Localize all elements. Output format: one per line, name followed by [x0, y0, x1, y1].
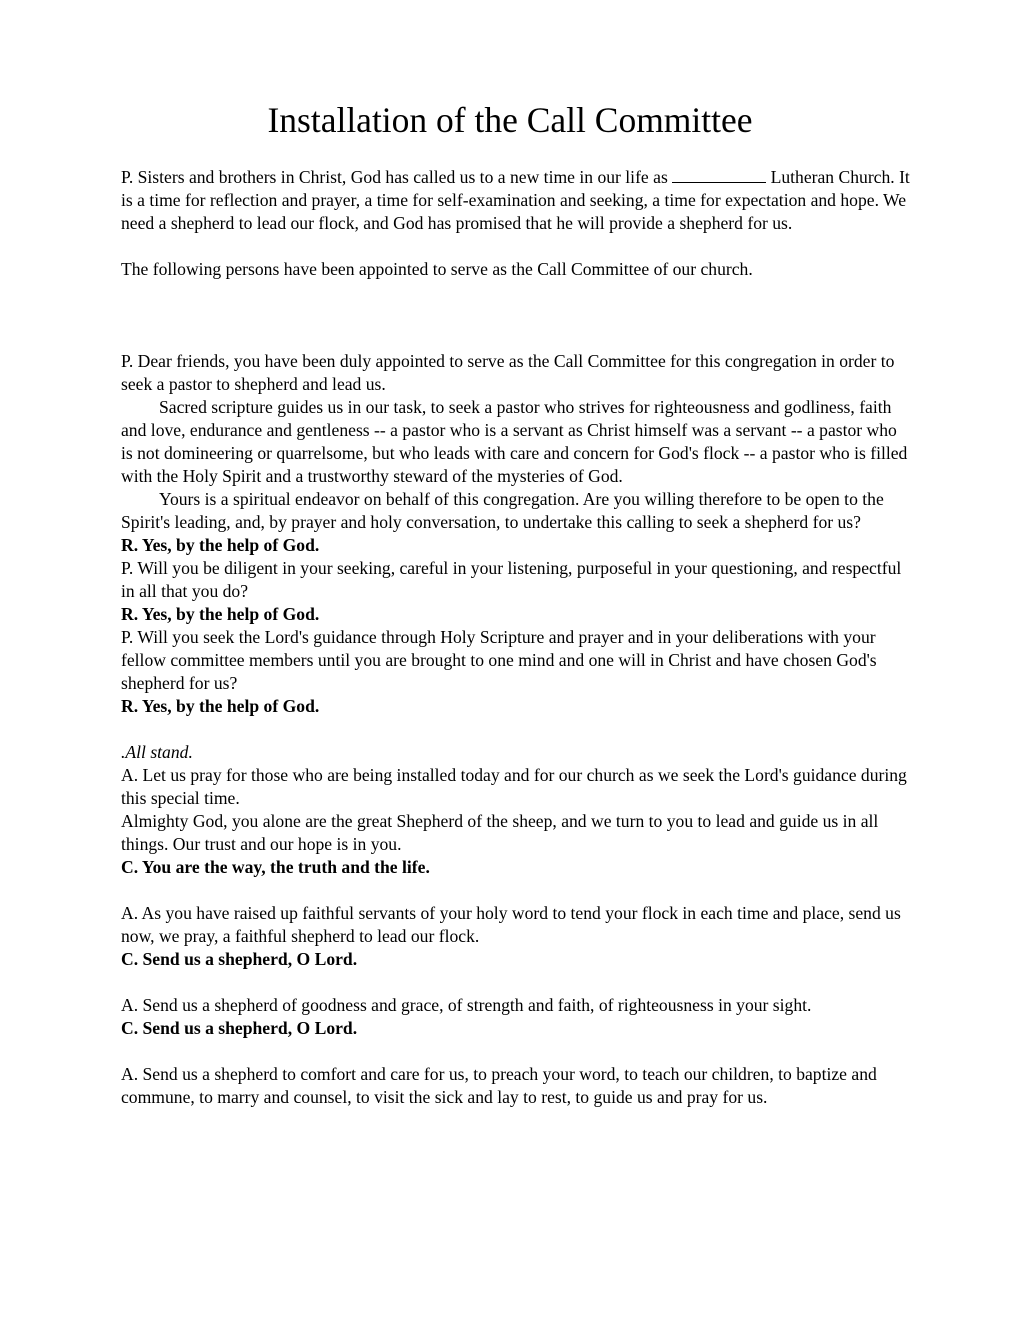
intro-text-start: P. Sisters and brothers in Christ, God has called us to a new time in our life as — [121, 167, 673, 187]
spacer — [121, 879, 911, 902]
charge-question-1: Yours is a spiritual endeavor on behalf of this congregation. Are you willing therefore to be open to the Spirit's leading, and, by prayer and holy conversation, to undertake this calling to seek a shepherd for us? — [121, 489, 884, 532]
document-body — [121, 166, 911, 1109]
charge-question-2: P. Will you be diligent in your seeking, careful in your listening, purposeful in your questioning, and respectful in all that you do? — [121, 558, 902, 601]
charge-scripture: Sacred scripture guides us in our task, to seek a pastor who strives for righteousness and godliness, faith and love, endurance and gentleness -- a pastor who is a servant as Christ himself was a servant -- a pastor who is not domineering or quarrelsome, but who leads with care and concern for God's flock -- a pastor who is filled with the Holy Spirit and a trustworthy steward of the mysteries of God. — [121, 397, 908, 486]
rubric-all-stand: .All stand. — [121, 742, 193, 762]
petition-2: A. Send us a shepherd of goodness and grace, of strength and faith, of righteousness in your sight. — [121, 995, 812, 1015]
prayer-intro: A. Let us pray for those who are being installed today and for our church as we seek the Lord's guidance during this special time. — [121, 765, 907, 808]
spacer — [121, 971, 911, 994]
charge-opening: P. Dear friends, you have been duly appointed to serve as the Call Committee for this congregation in order to seek a pastor to shepherd and lead us. — [121, 351, 895, 394]
intro-paragraph — [121, 166, 911, 235]
spacer — [121, 718, 911, 741]
congregation-name-blank — [672, 166, 766, 183]
appointment-statement: The following persons have been appointed to serve as the Call Committee of our church. — [121, 259, 753, 279]
congregation-response-1: C. You are the way, the truth and the life. — [121, 857, 430, 877]
response-3: R. Yes, by the help of God. — [121, 696, 320, 716]
spacer — [121, 235, 911, 258]
congregation-response-3: C. Send us a shepherd, O Lord. — [121, 1018, 358, 1038]
names-space — [121, 281, 911, 350]
document-page — [121, 0, 911, 1109]
petition-3: A. Send us a shepherd to comfort and care for us, to preach your word, to teach our children, to baptize and commune, to marry and counsel, to visit the sick and lay to rest, to guide us and pray for us. — [121, 1064, 877, 1107]
response-1: R. Yes, by the help of God. — [121, 535, 320, 555]
charge-question-3: P. Will you seek the Lord's guidance through Holy Scripture and prayer and in your deliberations with your fellow committee members until you are brought to one mind and one will in Christ and have chosen God's shepherd for us? — [121, 627, 877, 693]
petition-1: A. As you have raised up faithful servants of your holy word to tend your flock in each time and place, send us now, we pray, a faithful shepherd to lead our flock. — [121, 903, 901, 946]
response-2: R. Yes, by the help of God. — [121, 604, 320, 624]
prayer-invocation: Almighty God, you alone are the great Shepherd of the sheep, and we turn to you to lead and guide us in all things. Our trust and our hope is in you. — [121, 811, 879, 854]
page-title: Installation of the Call Committee — [267, 100, 753, 140]
intro-text-end: Lutheran Church. It is a time for reflection and prayer, a time for self-examination and seeking, a time for expectation and hope. We need a shepherd to lead our flock, and God has promised that he will provide a shepherd for us. — [121, 167, 910, 233]
congregation-response-2: C. Send us a shepherd, O Lord. — [121, 949, 358, 969]
spacer — [121, 1040, 911, 1063]
